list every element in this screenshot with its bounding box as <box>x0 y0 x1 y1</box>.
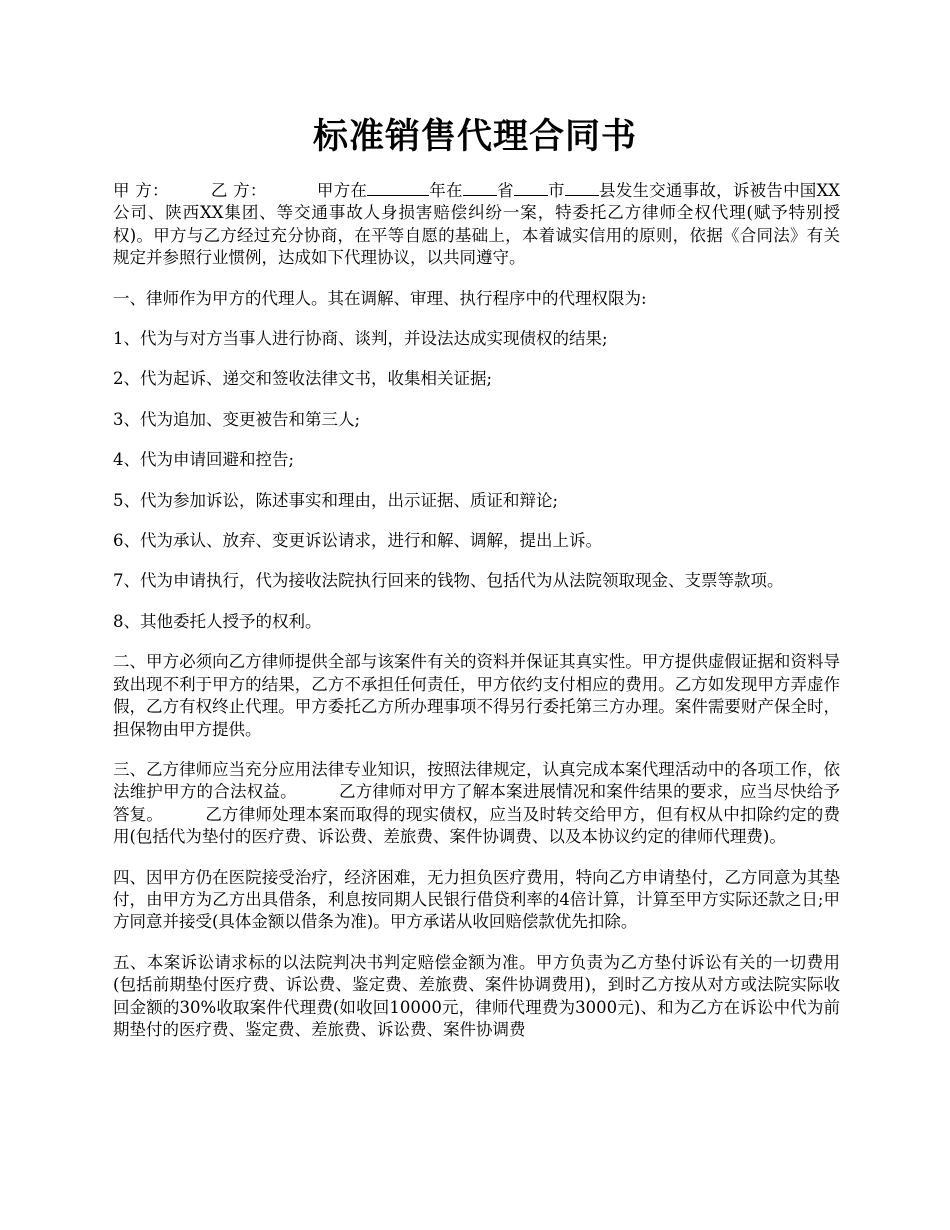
list-item: 1、代为与对方当事人进行协商、谈判，并设法达成实现债权的结果; <box>113 329 608 349</box>
county-blank <box>565 181 599 196</box>
province-blank <box>463 181 497 196</box>
list-item: 3、代为追加、变更被告和第三人; <box>113 409 361 429</box>
list-item: 4、代为申请回避和控告; <box>113 450 295 470</box>
list-item: 8、其他委托人授予的权利。 <box>113 611 322 631</box>
intro-text-3: 省 <box>496 181 514 200</box>
section-4-paragraph: 四、因甲方仍在医院接受治疗，经济困难，无力担负医疗费用，特向乙方申请垫付，乙方同意为其垫付，由甲方为乙方出具借条，利息按同期人民银行借贷利率的4倍计算，计算至甲方实际还款之日;甲方同意并接受(具体金额以借条为准)。甲方承诺从收回赔偿款优先扣除。 <box>113 867 840 932</box>
intro-text-1: 甲方在 <box>316 181 368 200</box>
list-item: 5、代为参加诉讼，陈述事实和理由，出示证据、质证和辩论; <box>113 490 559 510</box>
intro-text-5: 县发生交通事故，诉被告中国XX公司、陕西XX集团、等交通事故人身损害赔偿纠纷一案，特委托乙方律师全权代理(赋予特别授权)。甲方与乙方经过充分协商，在平等自愿的基础上，本着诚实信用的原则，依据《合同法》有关规定并参照行业惯例，达成如下代理协议，以共同遵守。 <box>113 181 841 268</box>
list-item: 2、代为起诉、递交和签收法律文书，收集相关证据; <box>113 369 493 389</box>
list-item: 6、代为承认、放弃、变更诉讼请求，进行和解、调解，提出上诉。 <box>113 531 602 551</box>
party-a-label: 甲 方： <box>113 181 169 200</box>
section-1-heading: 一、律师作为甲方的代理人。其在调解、审理、执行程序中的代理权限为: <box>113 288 647 308</box>
year-blank <box>367 181 429 196</box>
section-3-part-2: 乙方律师对甲方了解本案进展情况和案件结果的要求，应当尽快给予答复。 <box>113 782 841 824</box>
section-3-paragraph <box>113 759 840 849</box>
intro-text-2: 年在 <box>429 181 463 200</box>
list-item: 7、代为申请执行，代为接收法院执行回来的钱物、包括代为从法院领取现金、支票等款项。 <box>113 571 784 591</box>
document-body <box>113 180 840 1059</box>
section-3-part-1: 三、乙方律师应当充分应用法律专业知识，按照法律规定，认真完成本案代理活动中的各项工作，依法维护甲方的合法权益。 <box>113 759 840 802</box>
document-title: 标准销售代理合同书 <box>312 116 637 157</box>
section-3-part-3: 乙方律师处理本案而取得的现实债权，应当及时转交给甲方，但有权从中扣除约定的费用(包括代为垫付的医疗费、诉讼费、差旅费、案件协调费、以及本协议约定的律师代理费)。 <box>113 804 841 847</box>
party-b-label: 乙 方： <box>210 181 267 200</box>
intro-paragraph <box>113 180 840 270</box>
section-5-paragraph: 五、本案诉讼请求标的以法院判决书判定赔偿金额为准。甲方负责为乙方垫付诉讼有关的一切费用(包括前期垫付医疗费、诉讼费、鉴定费、差旅费、案件协调费用)，到时乙方按从对方或法院实际收回金额的30%收取案件代理费(如收回10000元，律师代理费为3000元)、和为乙方在诉讼中代为前期垫付的医疗费、鉴定费、差旅费、诉讼费、案件协调费 <box>113 952 840 1039</box>
section-2-paragraph: 二、甲方必须向乙方律师提供全部与该案件有关的资料并保证其真实性。甲方提供虚假证据和资料导致出现不利于甲方的结果，乙方不承担任何责任，甲方依约支付相应的费用。乙方如发现甲方弄虚作假，乙方有权终止代理。甲方委托乙方所办理事项不得另行委托第三方办理。案件需要财产保全时，担保物由甲方提供。 <box>113 652 840 739</box>
city-blank <box>514 181 548 196</box>
intro-text-4: 市 <box>547 181 565 200</box>
